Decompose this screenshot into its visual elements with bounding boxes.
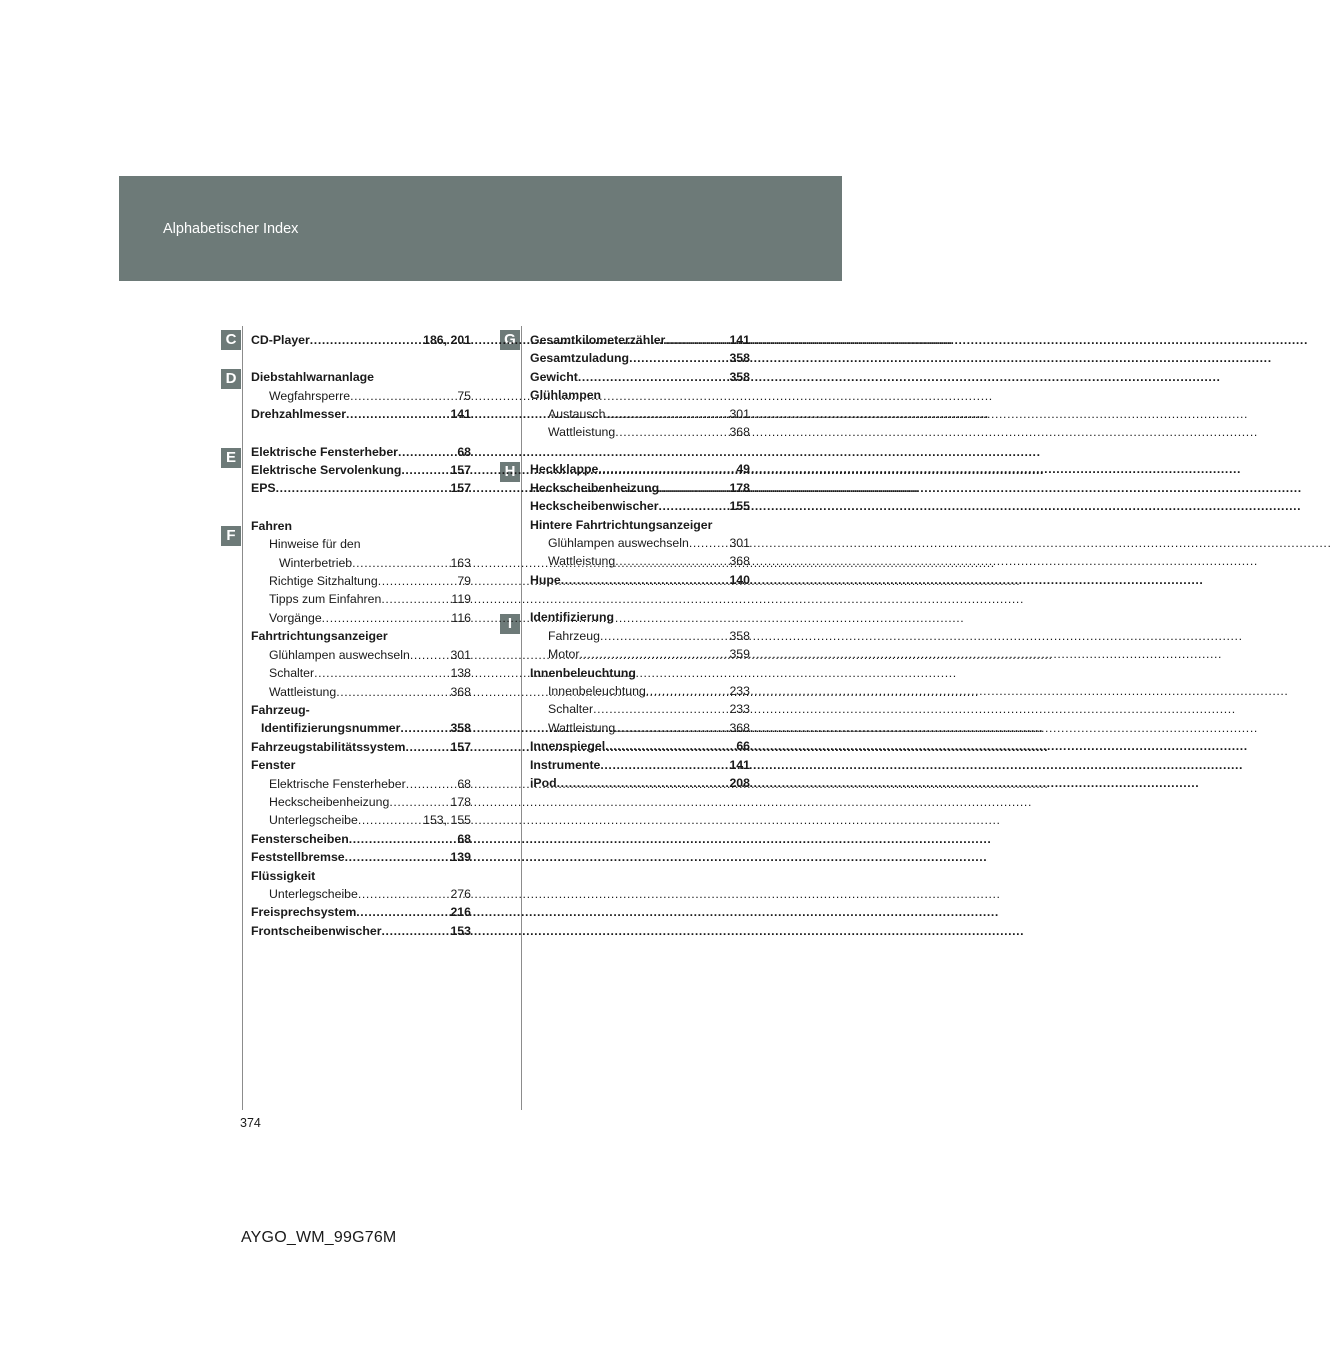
index-term: Schalter bbox=[548, 702, 594, 717]
letter-tab-i: I bbox=[500, 614, 520, 634]
index-term: Glühlampen auswechseln bbox=[269, 647, 410, 662]
index-entry bbox=[251, 756, 471, 774]
index-page-ref: 276 bbox=[450, 886, 471, 901]
index-entry bbox=[530, 700, 750, 718]
index-entry bbox=[530, 497, 750, 515]
index-term: Wattleistung bbox=[548, 425, 616, 440]
dot-leader bbox=[350, 387, 457, 405]
page-number: 374 bbox=[240, 1116, 261, 1130]
letter-tab-f: F bbox=[221, 526, 241, 546]
index-entry bbox=[251, 719, 471, 737]
index-entry bbox=[530, 405, 750, 423]
dot-leader bbox=[406, 775, 458, 793]
dot-leader bbox=[336, 683, 450, 701]
index-entry bbox=[530, 552, 750, 570]
index-entry bbox=[530, 737, 750, 755]
index-term: Hupe bbox=[530, 572, 561, 587]
index-page-ref: 157 bbox=[450, 463, 471, 478]
index-term: Elektrische Fensterheber bbox=[251, 444, 398, 459]
index-page-ref: 233 bbox=[729, 702, 750, 717]
index-entry bbox=[530, 368, 750, 386]
index-page-ref: 301 bbox=[729, 406, 750, 421]
index-page-ref: 301 bbox=[729, 536, 750, 551]
index-entry bbox=[530, 682, 750, 700]
index-term: Gewicht bbox=[530, 369, 578, 384]
index-term: Wattleistung bbox=[548, 554, 616, 569]
index-page-ref: 368 bbox=[729, 554, 750, 569]
dot-leader bbox=[322, 609, 452, 627]
index-term: Fahrzeugstabilitätssystem bbox=[251, 739, 406, 754]
index-entry bbox=[251, 867, 471, 885]
index-entry bbox=[530, 756, 750, 774]
dot-leader bbox=[389, 793, 450, 811]
index-entry bbox=[530, 664, 750, 682]
index-page-ref: 68 bbox=[457, 831, 471, 846]
index-term: Richtige Sitzhaltung bbox=[269, 574, 378, 589]
index-entry bbox=[251, 590, 471, 608]
index-term: Innenbeleuchtung bbox=[530, 665, 636, 680]
dot-leader bbox=[345, 848, 451, 866]
index-entry bbox=[530, 479, 750, 497]
index-term: Heckscheibenheizung bbox=[530, 480, 660, 495]
dot-leader bbox=[382, 922, 451, 940]
index-entry bbox=[251, 554, 471, 572]
index-term: Winterbetrieb bbox=[279, 555, 353, 570]
index-term: Diebstahlwarnanlage bbox=[251, 370, 375, 385]
index-entry bbox=[251, 387, 471, 405]
index-page-ref: 157 bbox=[450, 739, 471, 754]
index-page-ref: 186, 201 bbox=[423, 333, 471, 347]
index-page-ref: 79 bbox=[457, 574, 471, 589]
index-entry bbox=[530, 386, 750, 404]
index-entry bbox=[251, 572, 471, 590]
index-entry bbox=[530, 571, 750, 589]
dot-leader bbox=[615, 552, 729, 570]
dot-leader bbox=[310, 331, 423, 349]
index-entry bbox=[251, 922, 471, 940]
index-page-ref: 368 bbox=[450, 684, 471, 699]
index-page-ref: 68 bbox=[457, 444, 471, 459]
index-page-ref: 368 bbox=[729, 425, 750, 440]
index-column-left bbox=[251, 331, 471, 940]
index-entry bbox=[251, 848, 471, 866]
dot-leader bbox=[401, 461, 450, 479]
index-page-ref: 153 bbox=[450, 923, 471, 938]
index-page-ref: 140 bbox=[729, 572, 750, 587]
index-term: Glühlampen bbox=[530, 388, 602, 403]
index-entry bbox=[530, 516, 750, 534]
index-term: Fahren bbox=[251, 518, 292, 533]
index-entry bbox=[530, 719, 750, 737]
dot-leader bbox=[579, 645, 729, 663]
dot-leader bbox=[600, 627, 730, 645]
index-page-ref: 208 bbox=[729, 775, 750, 790]
dot-leader bbox=[378, 572, 458, 590]
index-term: Identifizierungsnummer bbox=[261, 721, 401, 736]
dot-leader bbox=[615, 719, 729, 737]
dot-leader bbox=[615, 423, 729, 441]
index-term: Heckklappe bbox=[530, 462, 599, 477]
index-page-ref: 141 bbox=[729, 333, 750, 347]
index-page-ref: 358 bbox=[729, 369, 750, 384]
index-entry bbox=[251, 646, 471, 664]
index-entry bbox=[530, 349, 750, 367]
index-entry bbox=[251, 830, 471, 848]
letter-tab-h: H bbox=[500, 462, 520, 482]
section-header bbox=[119, 176, 842, 281]
index-term: Elektrische Fensterheber bbox=[269, 776, 406, 791]
dot-leader bbox=[600, 756, 729, 774]
document-code: AYGO_WM_99G76M bbox=[241, 1229, 397, 1246]
index-term: Frontscheibenwischer bbox=[251, 923, 382, 938]
index-term: Fahrtrichtungsanzeiger bbox=[251, 629, 388, 644]
index-term: Wattleistung bbox=[269, 684, 337, 699]
index-term: EPS bbox=[251, 481, 276, 496]
index-entry bbox=[530, 423, 750, 441]
index-entry bbox=[251, 535, 471, 553]
index-term: Vorgänge bbox=[269, 610, 322, 625]
index-entry bbox=[251, 609, 471, 627]
right-column-rule bbox=[521, 326, 522, 1110]
index-term: Fenster bbox=[251, 758, 296, 773]
index-term: Schalter bbox=[269, 666, 315, 681]
dot-leader bbox=[659, 479, 729, 497]
index-page-ref: 301 bbox=[450, 647, 471, 662]
letter-tab-d: D bbox=[221, 369, 241, 389]
dot-leader bbox=[398, 443, 457, 461]
dot-leader bbox=[410, 646, 451, 664]
index-term: Wegfahrsperre bbox=[269, 388, 351, 403]
index-page-ref: 233 bbox=[729, 683, 750, 698]
index-term: Fahrzeug bbox=[548, 628, 600, 643]
index-page-ref: 153, 155 bbox=[423, 813, 471, 828]
index-page-ref: 141 bbox=[450, 407, 471, 422]
index-term: Gesamtkilometerzähler bbox=[530, 333, 666, 347]
index-entry bbox=[251, 517, 471, 535]
index-term: Tipps zum Einfahren bbox=[269, 592, 382, 607]
index-entry bbox=[530, 608, 750, 626]
dot-leader bbox=[646, 682, 730, 700]
dot-leader bbox=[605, 737, 736, 755]
index-term: Heckscheibenheizung bbox=[269, 794, 390, 809]
index-term: Wattleistung bbox=[548, 720, 616, 735]
index-page-ref: 359 bbox=[729, 647, 750, 662]
index-page-ref: 178 bbox=[450, 794, 471, 809]
index-term: Elektrische Servolenkung bbox=[251, 463, 402, 478]
index-page-ref: 141 bbox=[729, 757, 750, 772]
dot-leader bbox=[400, 719, 450, 737]
dot-leader bbox=[276, 479, 451, 497]
index-term: Freisprechsystem bbox=[251, 905, 357, 920]
dot-leader bbox=[689, 534, 730, 552]
index-term: Hinweise für den bbox=[269, 537, 361, 552]
index-entry bbox=[251, 331, 471, 349]
index-page-ref: 358 bbox=[450, 721, 471, 736]
dot-leader bbox=[349, 830, 458, 848]
group-gap bbox=[251, 424, 471, 443]
dot-leader bbox=[593, 700, 729, 718]
dot-leader bbox=[629, 349, 729, 367]
index-term: Heckscheibenwischer bbox=[530, 499, 659, 514]
index-entry bbox=[530, 331, 750, 349]
index-page-ref: 119 bbox=[451, 592, 471, 607]
index-term: Feststellbremse bbox=[251, 850, 345, 865]
index-entry bbox=[251, 627, 471, 645]
index-page-ref: 358 bbox=[729, 628, 750, 643]
index-page-ref: 216 bbox=[450, 905, 471, 920]
index-page-ref: 139 bbox=[450, 850, 471, 865]
dot-leader bbox=[557, 774, 730, 792]
index-term: Innenbeleuchtung bbox=[548, 683, 646, 698]
index-entry bbox=[251, 443, 471, 461]
index-term: iPod bbox=[530, 775, 557, 790]
index-entry bbox=[251, 811, 471, 829]
index-entry bbox=[251, 664, 471, 682]
index-term: Instrumente bbox=[530, 757, 601, 772]
index-entry bbox=[530, 460, 750, 478]
index-entry bbox=[251, 793, 471, 811]
index-entry bbox=[251, 683, 471, 701]
index-page-ref: 155 bbox=[729, 499, 750, 514]
letter-tab-g: G bbox=[500, 330, 520, 350]
dot-leader bbox=[605, 405, 729, 423]
index-term: Motor bbox=[548, 647, 580, 662]
dot-leader bbox=[659, 497, 730, 515]
dot-leader bbox=[578, 368, 730, 386]
index-term: Unterlegscheibe bbox=[269, 813, 358, 828]
index-term: Hintere Fahrtrichtungsanzeiger bbox=[530, 517, 713, 532]
index-term: Fahrzeug- bbox=[251, 702, 310, 717]
index-page-ref: 157 bbox=[450, 481, 471, 496]
index-entry bbox=[530, 627, 750, 645]
index-entry bbox=[530, 774, 750, 792]
index-entry bbox=[251, 885, 471, 903]
index-entry bbox=[530, 645, 750, 663]
index-entry bbox=[251, 479, 471, 497]
dot-leader bbox=[598, 460, 736, 478]
dot-leader bbox=[381, 590, 451, 608]
index-page-ref: 75 bbox=[457, 388, 471, 403]
index-term: Identifizierung bbox=[530, 610, 615, 625]
index-entry bbox=[251, 368, 471, 386]
index-page-ref: 163 bbox=[450, 555, 471, 570]
index-page-ref: 178 bbox=[729, 480, 750, 495]
index-term: CD-Player bbox=[251, 333, 310, 347]
dot-leader bbox=[346, 405, 450, 423]
dot-leader bbox=[561, 571, 730, 589]
dot-leader bbox=[665, 331, 729, 349]
index-page-ref: 116 bbox=[451, 610, 471, 625]
index-page-ref: 138 bbox=[450, 666, 471, 681]
dot-leader bbox=[405, 738, 450, 756]
index-term: Innenspiegel bbox=[530, 739, 606, 754]
section-title: Alphabetischer Index bbox=[163, 221, 299, 237]
index-page-ref: 49 bbox=[736, 462, 750, 477]
dot-leader bbox=[358, 811, 423, 829]
letter-tab-c: C bbox=[221, 330, 241, 350]
index-entry bbox=[251, 405, 471, 423]
index-entry bbox=[251, 903, 471, 921]
dot-leader bbox=[358, 885, 451, 903]
index-page-ref: 66 bbox=[736, 739, 750, 754]
index-term: Flüssigkeit bbox=[251, 868, 316, 883]
left-column-rule bbox=[242, 326, 243, 1110]
index-page-ref: 358 bbox=[729, 351, 750, 366]
index-entry bbox=[251, 775, 471, 793]
index-entry bbox=[251, 701, 471, 719]
index-column-right bbox=[530, 331, 750, 792]
index-page-ref: 68 bbox=[457, 776, 471, 791]
group-gap bbox=[251, 498, 471, 517]
index-term: Unterlegscheibe bbox=[269, 886, 358, 901]
index-term: Austausch bbox=[548, 406, 606, 421]
index-term: Glühlampen auswechseln bbox=[548, 536, 689, 551]
index-term: Gesamtzuladung bbox=[530, 351, 630, 366]
group-gap bbox=[530, 441, 750, 460]
index-entry bbox=[251, 461, 471, 479]
index-entry bbox=[530, 534, 750, 552]
group-gap bbox=[251, 349, 471, 368]
index-entry bbox=[251, 738, 471, 756]
index-term: Fensterscheiben bbox=[251, 831, 349, 846]
index-term: Drehzahlmesser bbox=[251, 407, 347, 422]
dot-leader bbox=[352, 554, 450, 572]
index-page-ref: 368 bbox=[729, 720, 750, 735]
dot-leader bbox=[314, 664, 450, 682]
dot-leader bbox=[356, 903, 450, 921]
letter-tab-e: E bbox=[221, 448, 241, 468]
group-gap bbox=[530, 589, 750, 608]
